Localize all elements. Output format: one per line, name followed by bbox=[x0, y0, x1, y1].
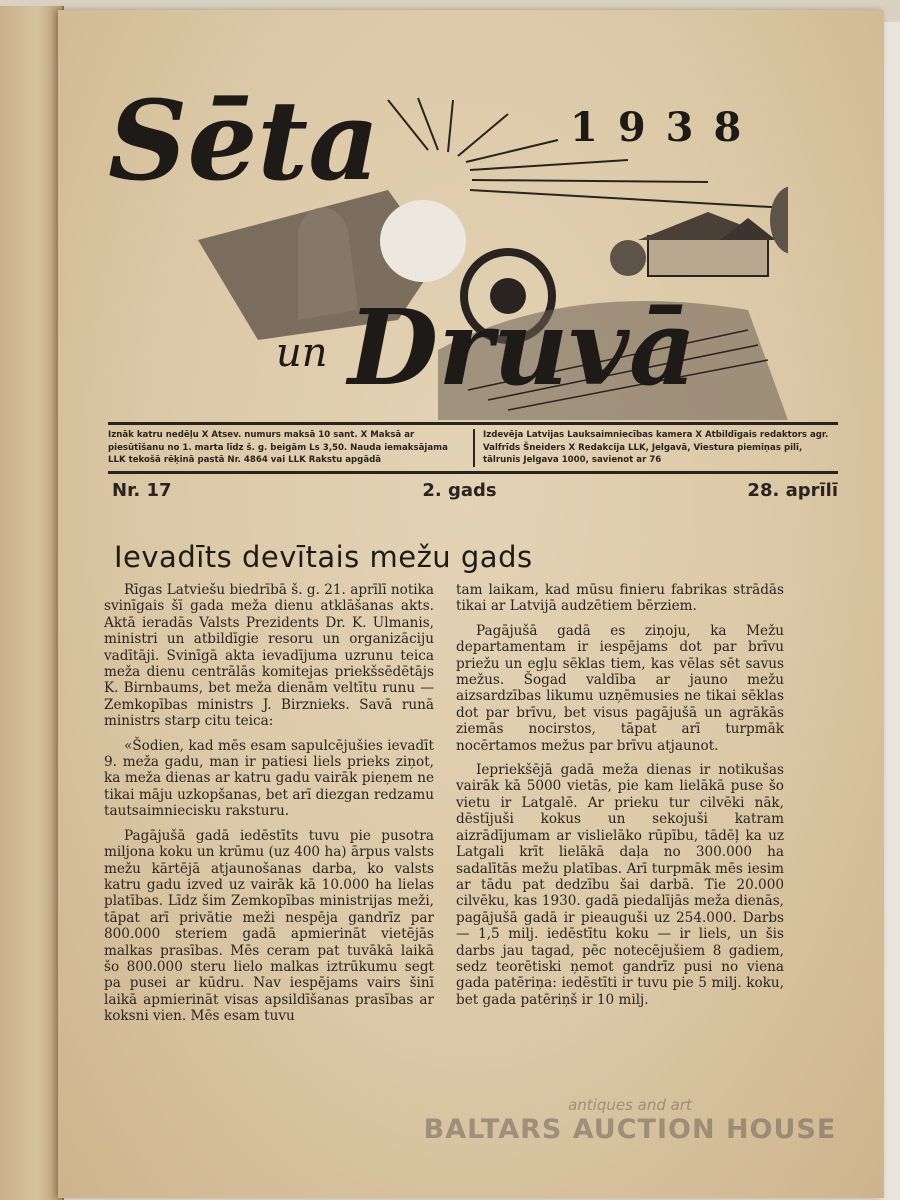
issue-line bbox=[112, 480, 838, 501]
paragraph: Pagājušā gadā iedēstīts tuvu pie pusotra miljona koku un krūmu (uz 400 ha) ārpus valsts mežu kārtējā atjaunošanas darba, ko valsts katru gadu izved uz vairāk kā 10.000 ha lielas platības. Līdz šim Zemkopības ministrijas meži, tāpat arī privātie meži nespēja gandrīz par 800.000 steriem gadā apmierināt vietējās malkas prasības. Mēs ceram pat tuvākā laikā šo 800.000 steru lielo malkas iztrūkumu segt pa pusei ar kūdru. Nav iespējams vairs šinī laikā apmierināt visas apsildīšanas prasības ar koksni vien. Mēs esam tuvu bbox=[104, 827, 434, 1025]
paragraph: Rīgas Latviešu biedrībā š. g. 21. aprīlī notika svinīgais šī gada meža dienu atklāšanas akts. Aktā ieradās Valsts Prezidents Dr. K. Ulmanis, ministri un atbildīgie resoru un organizāciju vadītāji. Svinīgā akta ievadījuma uzrunu teica meža dienu centrālās komitejas priekšsēdētājs K. Birnbaums, bet meža dienām veltītu runu — Zemkopības ministrs J. Birznieks. Savā runā ministrs starp citu teica: bbox=[104, 582, 434, 730]
newspaper-page bbox=[58, 10, 884, 1198]
info-bottom-rule bbox=[108, 471, 838, 474]
masthead-title-part2: Druvā bbox=[348, 286, 697, 409]
publisher-info: Izdevēja Latvijas Lauksaimniecības kamera X Atbildīgais redaktors agr. Valfrīds Šneiders X Redakcija LLK, Jelgavā, Viestura piemiņas pilī, tālrunis Jelgava 1000, savienot ar 76 bbox=[473, 429, 838, 467]
issue-number: Nr. 17 bbox=[112, 480, 172, 501]
masthead bbox=[108, 76, 788, 420]
article-column-right bbox=[456, 582, 784, 1016]
paragraph: «Šodien, kad mēs esam sapulcējušies ievadīt 9. meža gadu, man ir patiesi liels prieks ziņot, ka meža dienas ar katru gadu vairāk pieņem ne tikai māju uzkopšanas, bet arī diezgan redzamu tautsaimniecisku raksturu. bbox=[104, 737, 434, 820]
article-headline: Ievadīts devītais mežu gads bbox=[114, 540, 533, 574]
paragraph: Iepriekšējā gadā meža dienas ir notikušas vairāk kā 5000 vietās, pie kam lielākā puse šo vietu ir Latgalē. Ar prieku tur cilvēki nāk, dēstījuši kokus un sekojuši katram aizrādījumam ar vislielāko rūpību, tādēļ ka uz Latgali krīt lielākā daļa no 300.000 ha sadalītās mežu platības. Arī turpmāk mēs iesim ar tādu pat dedzību šai darbā. Tie 20.000 cilvēku, kas 1930. gadā piedalījās meža dienās, pagājušā gadā ir pieauguši uz 254.000. Darbs — 1,5 milj. iedēstītu koku — ir liels, un šis darbs jau tagad, pēc notecējušiem 8 gadiem, sedz teorētiski ņemot gandrīz pusi no viena gada patēriņa: iedēstīti ir tuvu pie 5 milj. koku, bet gada patēriņš ir 10 milj. bbox=[456, 762, 784, 1008]
masthead-year: 1938 bbox=[570, 104, 762, 151]
masthead-title-conjunction: un bbox=[276, 330, 328, 376]
issue-date: 28. aprīlī bbox=[747, 480, 838, 501]
paragraph: tam laikam, kad mūsu finieru fabrikas strādās tikai ar Latvijā audzētiem bērziem. bbox=[456, 582, 784, 615]
paragraph: Pagājušā gadā es ziņoju, ka Mežu departamentam ir iespējams dot par brīvu priežu un egļu sēklas tiem, kas vēlas sēt savus mežus. Šogad valdība ar jauno mežu aizsardzības likumu uzņēmusies ne tikai sēklas dot par brīvu, bet visus pagājušā un agrākās ziemās nocirstos, tāpat arī turpmāk nocērtamos mežus par brīvu atjaunot. bbox=[456, 622, 784, 754]
adjacent-page-edge bbox=[0, 6, 64, 1200]
info-columns bbox=[108, 425, 838, 471]
watermark-tagline: antiques and art bbox=[568, 1096, 692, 1114]
article-column-left bbox=[104, 582, 434, 1033]
watermark-name: BALTARS AUCTION HOUSE bbox=[423, 1114, 837, 1145]
publication-info-bar bbox=[108, 422, 838, 474]
masthead-title-part1: Sēta bbox=[108, 76, 380, 205]
paper-damage bbox=[380, 200, 466, 282]
subscription-info: Iznāk katru nedēļu X Atsev. numurs maksā 10 sant. X Maksā ar piesūtīšanu no 1. marta līdz š. g. beigām Ls 3,50. Nauda iemaksājama LLK tekošā rēķinā pastā Nr. 4864 vai LLK Rakstu apgādā bbox=[108, 430, 448, 465]
auction-watermark bbox=[420, 1096, 840, 1145]
publication-year: 2. gads bbox=[422, 480, 497, 501]
